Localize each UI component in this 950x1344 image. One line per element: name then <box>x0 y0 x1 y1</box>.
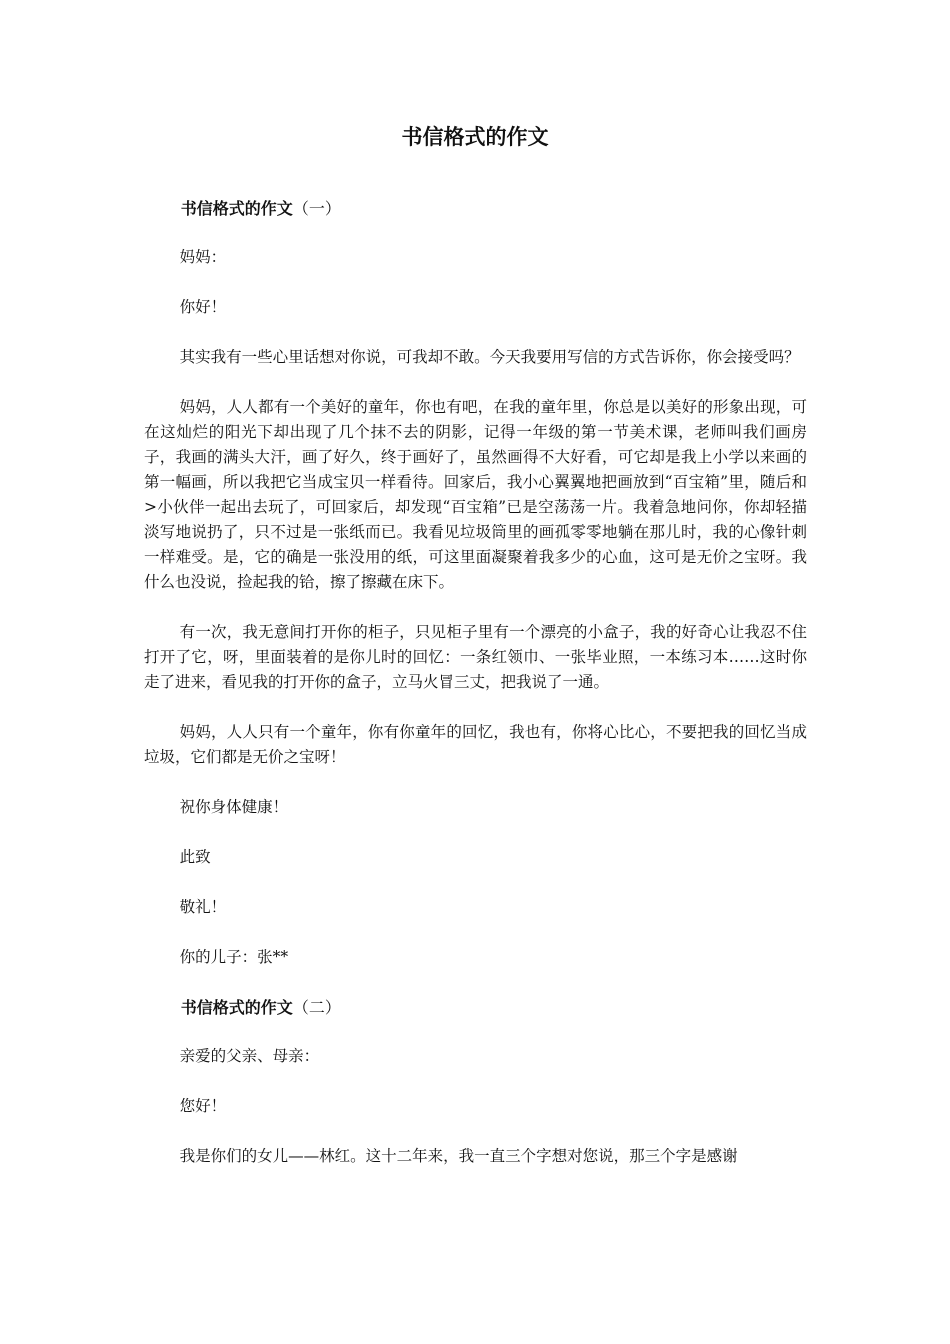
section-heading-2-number: （二） <box>292 998 341 1017</box>
body-paragraph: 我是你们的女儿——林红。这十二年来，我一直三个字想对您说，那三个字是感谢 <box>179 1147 738 1165</box>
body-paragraph: 妈妈，人人只有一个童年，你有你童年的回忆，我也有，你将心比心，不要把我的回忆当成垃圾，它们都是无价之宝呀！ <box>144 723 807 766</box>
salutation: 亲爱的父亲、母亲： <box>179 1047 320 1065</box>
closing-salute: 敬礼！ <box>179 898 227 916</box>
greeting: 您好！ <box>179 1097 227 1115</box>
section-heading-1-title: 书信格式的作文 <box>180 199 293 218</box>
greeting: 你好！ <box>179 298 227 316</box>
body-paragraph: 有一次，我无意间打开你的柜子，只见柜子里有一个漂亮的小盒子，我的好奇心让我忍不住打开了它，呀，里面装着的是你儿时的回忆：一条红领巾、一张毕业照，一本练习本……这时你走了进来，看见我的打开你的盒子，立马火冒三丈，把我说了一通。 <box>144 623 807 691</box>
document-title: 书信格式的作文 <box>401 125 549 149</box>
section-heading-2 <box>144 995 807 1020</box>
body-paragraph: 妈妈，人人都有一个美好的童年，你也有吧，在我的童年里，你总是以美好的形象出现，可在这灿烂的阳光下却出现了几个抹不去的阴影，记得一年级的第一节美术课，老师叫我们画房子，我画的满头大汗，画了好久，终于画好了，虽然画得不大好看，可它却是我上小学以来画的第一幅画，所以我把它当成宝贝一样看待。回家后，我小心翼翼地把画放到“百宝箱”里，随后和>小伙伴一起出去玩了，可回家后，却发现“百宝箱”已是空荡荡一片。我着急地问你，你却轻描淡写地说扔了，只不过是一张纸而已。我看见垃圾筒里的画孤零零地躺在那儿时，我的心像针刺一样难受。是，它的确是一张没用的纸，可这里面凝聚着我多少的心血，这可是无价之宝呀。我什么也没说，捡起我的铪，擦了擦藏在床下。 <box>144 398 807 591</box>
signature: 你的儿子：张** <box>179 948 289 966</box>
section-heading-1 <box>144 196 807 221</box>
closing-wish: 祝你身体健康！ <box>179 798 289 816</box>
section-heading-2-title: 书信格式的作文 <box>180 998 293 1017</box>
salutation: 妈妈： <box>179 248 227 266</box>
section-heading-1-number: （一） <box>292 199 341 218</box>
document-body <box>144 196 807 1194</box>
closing-phrase: 此致 <box>179 848 211 866</box>
body-paragraph: 其实我有一些心里话想对你说，可我却不敢。今天我要用写信的方式告诉你，你会接受吗？ <box>179 348 800 366</box>
